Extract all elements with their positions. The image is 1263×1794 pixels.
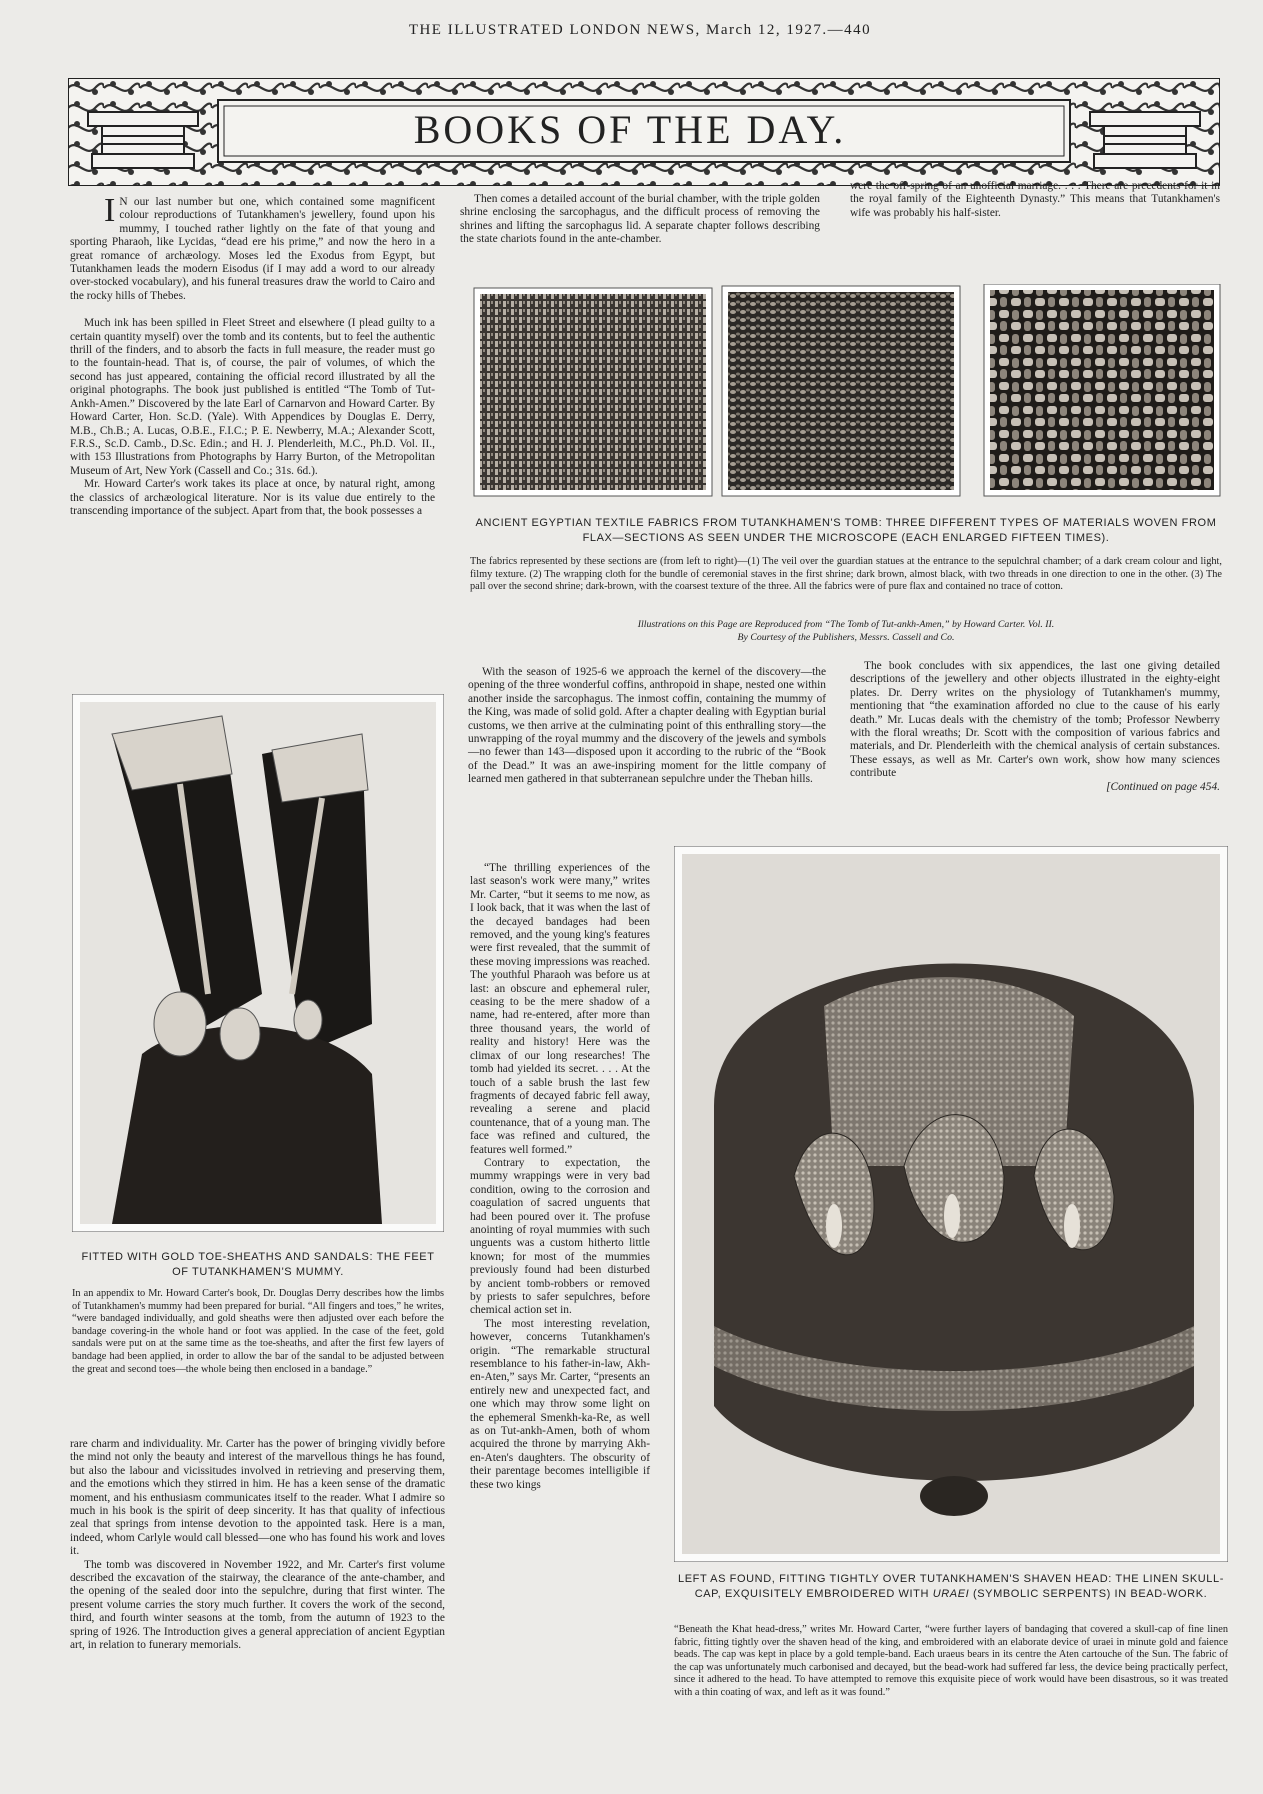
column2-narrow-text <box>470 862 650 1492</box>
textile-photo-2 <box>722 286 960 496</box>
column2-para3: Contrary to expectation, the mummy wrappings were in very bad condition, owing to the corrosion and coagulation of sacred unguents that had been poured over it. The profuse anointing of royal mummies with such unguents was a custom hitherto little known; for most of the mummies previously found had been disturbed by ancient tomb-robbers or removed by priests to safer sepulchres, before chemical action set in. <box>470 1156 650 1317</box>
column2-para1: With the season of 1925-6 we approach the kernel of the discovery—the opening of the three wonderful coffins, anthropoid in shape, nested one within another inside the sarcophagus. The inmost coffin, containing the mummy of the King, was made of solid gold. After a chapter dealing with Egyptian burial customs, we then arrive at the culminating point of this enthralling story—the unwrapping of the royal mummy and the discovery of the jewels and symbols—no fewer than 143—disposed upon it according to the rubric of the “Book of the Dead.” It was an awe-inspiring moment for the little company of learned men gathered in that subterranean sepulchre under the Theban hills. <box>468 666 826 786</box>
column3-para1: The book concludes with six appendices, the last one giving detailed descriptions of the jewellery and other objects illustrated in the eighty-eight plates. Dr. Derry writes on the physiology of Tutankhamen's mummy, mentioning that “the examination afforded no clue to the cause of his early death.” Mr. Lucas deals with the chemistry of the tomb; Professor Newberry with the floral wreaths; Dr. Scott with the composition of various fabrics and materials, and Dr. Plenderleith with the chemical analysis of certain substances. These essays, as well as Mr. Carter's own work, show how many sciences contribute <box>850 660 1220 780</box>
column2-top-text <box>460 193 820 247</box>
column2-para4: The most interesting revelation, however, concerns Tutankhamen's origin. “The remarkable structural resemblance to his father-in-law, Akh-en-Aten,” says Mr. Carter, “presents an entirely new and unexpected fact, and one which may throw some light on the ephemeral Smenkh-ka-Re, as well as on Tut-ankh-Amen, both of whom acquired the throne by marrying Akh-en-Aten's daughters. The obscurity of their parentage becomes intelligible if these two kings <box>470 1317 650 1491</box>
credit-line-1: Illustrations on this Page are Reproduced from “The Tomb of Tut-ankh-Amen,” by Howard Carter. Vol. II. <box>637 619 1055 630</box>
feet-caption-body: In an appendix to Mr. Howard Carter's book, Dr. Douglas Derry describes how the limbs of Tutankhamen's mummy had been prepared for burial. “All fingers and toes,” he writes, “were bandaged individually, and gold sheaths were then adjusted over each before the bandage covering-in the whole hand or foot was applied. In the case of the feet, gold sandals were put on at the same time as the toe-sheaths, and after the first few layers of bandage had been applied, in order to allow the bar of the sandal to be adjusted between the great and second toes—the whole being then enclosed in a bandage.” <box>72 1288 444 1375</box>
textile-credit <box>470 618 1222 644</box>
column1-para1: N our last number but one, which contained some magnificent colour reproductions of Tutankhamen's jewellery, found upon his mummy, I touched rather lightly on the fate of that young and sporting Pharaoh, like Lycidas, “dead ere his prime,” and now the hero in a great romance of archæology. Moses led the Exodus from Egypt, but Tutankhamen leads the modern Eisodus (if I may add a word to our already over-stocked vocabulary), and his funeral treasures draw the world to Cairo and the rocky hills of Thebes. <box>70 196 435 302</box>
column1-lower-text <box>70 1438 445 1653</box>
column3-top-text <box>850 180 1220 220</box>
column2-text <box>468 666 826 787</box>
drop-cap: I <box>104 192 116 229</box>
textile-photo-3 <box>984 284 1220 496</box>
column1-text <box>70 192 435 518</box>
urn-right <box>1090 112 1200 168</box>
continued-note: [Continued on page 454. <box>1106 780 1220 793</box>
textile-caption-title: ANCIENT EGYPTIAN TEXTILE FABRICS FROM TUTANKHAMEN'S TOMB: THREE DIFFERENT TYPES OF MATERIALS WOVEN FROM FLAX—SECTIONS AS SEEN UNDER THE MICROSCOPE (EACH ENLARGED FIFTEEN TIMES). <box>475 517 1217 544</box>
skullcap-photo <box>674 846 1228 1562</box>
feet-caption-title: FITTED WITH GOLD TOE-SHEATHS AND SANDALS: THE FEET OF TUTANKHAMEN'S MUMMY. <box>81 1251 435 1278</box>
textile-photos <box>470 284 1224 500</box>
section-title: BOOKS OF THE DAY. <box>413 107 847 152</box>
skullcap-caption-body: “Beneath the Khat head-dress,” writes Mr. Howard Carter, “were further layers of bandaging that covered a skull-cap of fine linen fabric, fitting tightly over the shaven head of the king, and embroidered with an elaborate device of uraei in minute gold and faience beads. The cap was kept in place by a gold temple-band. Each uraeus bears in its centre the Aten cartouche of the Sun. The fabric of the cap was unfortunately much carbonised and decayed, but the bead-work had suffered far less, the device being practically perfect, since it adhered to the head. To have attempted to remove this exquisite piece of work would have been disastrous, so it was treated with a thin coating of wax, and left as it was found.” <box>674 1624 1228 1698</box>
column1-para3: Mr. Howard Carter's work takes its place at once, by natural right, among the classics of archæological literature. Nor is its value due entirely to the transcending importance of the subject. Apart from that, the book possesses a <box>70 478 435 517</box>
running-head: THE ILLUSTRATED LONDON NEWS, March 12, 1927.—440 <box>408 22 872 38</box>
skullcap-caption-b: (SYMBOLIC SERPENTS) IN BEAD-WORK. <box>972 1588 1208 1600</box>
column1-para2: Much ink has been spilled in Fleet Street and elsewhere (I plead guilty to a certain quantity myself) over the tomb and its contents, but to feel the authentic thrill of the finders, and to absorb the facts in full measure, the reader must go to the fountain-head. That is, of course, the pair of volumes, of which the second has just appeared, containing the official record illustrated by all the original photographs. The book just published is entitled “The Tomb of Tut-Ankh-Amen.” Discovered by the late Earl of Carnarvon and Howard Carter. By Howard Carter, Hon. Sc.D. (Yale). With Appendices by Douglas E. Derry, M.B., Ch.B.; A. Lucas, O.B.E., F.I.C.; P. E. Newberry, M.A.; Alexander Scott, F.R.S., Sc.D. Camb., D.Sc. Edin.; and H. J. Plenderleith, M.C., Ph.D. Vol. II., with 153 Illustrations from Photographs by Harry Burton, of the Metropolitan Museum of Art, New York (Cassell and Co.; 31s. 6d.). <box>70 317 435 477</box>
column2-top-para1: Then comes a detailed account of the burial chamber, with the triple golden shrine enclosing the sarcophagus, and the difficult process of removing the shrines and lifting the sarcophagus lid. A separate chapter follows describing the state chariots found in the ante-chamber. <box>460 193 820 246</box>
skullcap-caption-a: LEFT AS FOUND, FITTING TIGHTLY OVER TUTANKHAMEN'S SHAVEN HEAD: THE LINEN SKULL-CAP, EXQUISITELY EMBROIDERED WITH <box>677 1573 1225 1600</box>
column3-text <box>850 660 1220 794</box>
column2-para2: “The thrilling experiences of the last season's work were many,” writes Mr. Carter, “but it seems to me now, as I look back, that it was when the last of the decayed bandages had been removed, and the young king's features were first revealed, that the summit of these moving impressions was reached. The youthful Pharaoh was before us at last: an obscure and ephemeral ruler, ceasing to be the mere shadow of a name, had re-entered, after more than three thousand years, the world of reality and history! Here was the climax of our long researches! The tomb had yielded its secret. . . . At the touch of a sable brush the last few fragments of decayed fabric fell away, revealing a serene and placid countenance, that of a young man. The face was refined and cultured, the features well formed.” <box>470 862 650 1156</box>
column3-top-para1: were the off-spring of an unofficial marriage. . . . There are precedents for it in the royal family of the Eighteenth Dynasty.” This means that Tutankhamen's wife was probably his half-sister. <box>850 180 1220 219</box>
credit-line-2: By Courtesy of the Publishers, Messrs. Cassell and Co. <box>737 632 955 643</box>
feet-photo <box>72 694 444 1232</box>
skullcap-caption-italic: URAEI <box>932 1588 970 1600</box>
skullcap-caption-title <box>674 1572 1228 1602</box>
textile-photo-1 <box>474 288 712 496</box>
urn-left <box>88 112 198 168</box>
textile-caption-body: The fabrics represented by these sections are (from left to right)—(1) The veil over the guardian statues at the entrance to the sepulchral chamber; of a dark cream colour and light, filmy texture. (2) The wrapping cloth for the bundle of ceremonial staves in the first shrine; dark brown, almost black, with two threads in one direction to one in the other. (3) The pall over the second shrine; dark-brown, with the coarsest texture of the three. All the fabrics were of pure flax and contained no trace of cotton. <box>470 556 1222 593</box>
column1-lower-para1: rare charm and individuality. Mr. Carter has the power of bringing vividly before the mind not only the beauty and interest of the marvellous things he has found, but also the labour and vicissitudes involved in retrieving and preserving them, and the emotions which they stirred in him. He has a keen sense of the dramatic moment, and his enthusiasm communicates itself to the reader. What I admire so much in his book is the spirit of deep sincerity. It has that quality of infectious zeal that springs from intense devotion to the appointed task. Here is a man, indeed, whom Carlyle would call blessed—one who has found his work and loves it. <box>70 1438 445 1558</box>
column1-lower-para2: The tomb was discovered in November 1922, and Mr. Carter's first volume described the excavation of the stairway, the clearance of the ante-chamber, and the opening of the sealed door into the sepulchre, during that first winter. The present volume carries the story much further. It covers the work of the second, third, and fourth winter seasons at the tomb, from the autumn of 1923 to the spring of 1926. The Introduction gives a general appreciation of ancient Egyptian art, in relation to funerary memorials. <box>70 1558 445 1652</box>
